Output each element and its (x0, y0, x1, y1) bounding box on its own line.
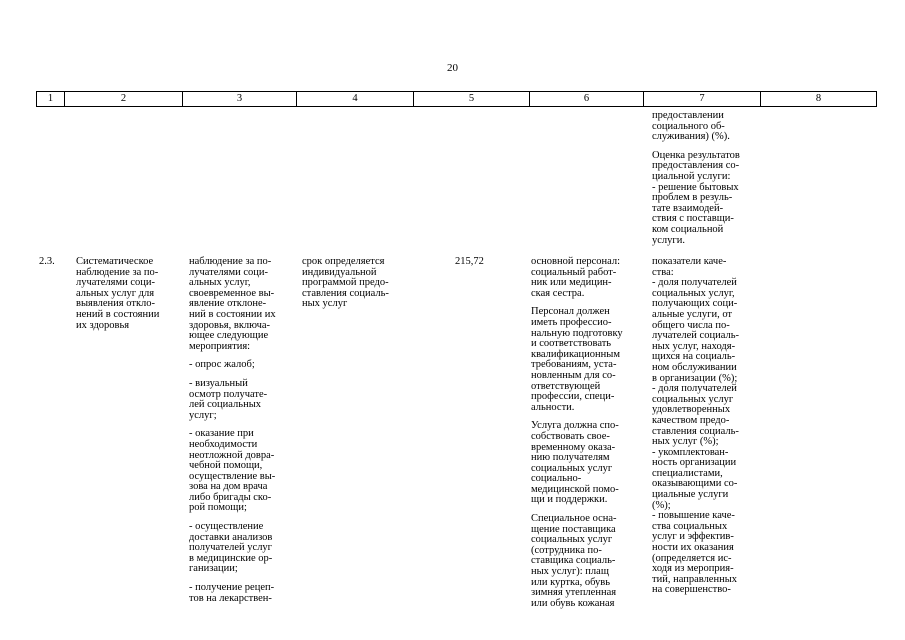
text-line: - повышение каче- (652, 510, 735, 522)
text-line: Персонал должен (531, 306, 610, 318)
row-number: 2.3. (39, 256, 55, 267)
cell-paragraph (189, 429, 276, 514)
text-line: необходимости (189, 438, 258, 450)
text-line: ответствующей (531, 380, 601, 392)
text-line: ности их оказания (652, 542, 734, 554)
text-line: программой предо- (302, 277, 389, 289)
page-number: 20 (447, 62, 458, 74)
text-line: удовлетворенных (652, 404, 731, 416)
text-line: Специальное осна- (531, 513, 617, 525)
text-line: специалистами, (652, 467, 723, 479)
text-line: здоровья, включа- (189, 319, 271, 331)
text-line: Услуга должна спо- (531, 420, 619, 432)
text-line: их здоровья (76, 319, 130, 331)
text-line: индивидуальной (302, 266, 377, 278)
text-line: тов на лекарствен- (189, 592, 272, 604)
text-line: альные услуги, от (652, 308, 733, 320)
cell-paragraph (652, 111, 740, 143)
text-line: лей социальных (189, 399, 261, 411)
text-line: альных услуг для (76, 287, 155, 299)
text-line: - доля получателей (652, 277, 737, 289)
text-line: щение поставщика (531, 523, 616, 535)
text-line: социальных услуг (652, 393, 734, 405)
column-number: 6 (530, 92, 644, 107)
text-line: либо бригады ско- (189, 491, 272, 503)
cell-paragraph (531, 307, 623, 413)
cell-paragraph (531, 514, 623, 609)
text-line: - доля получателей (652, 383, 737, 395)
text-line: оказывающими со- (652, 478, 738, 490)
text-line: тате взаимодей- (652, 202, 724, 214)
cell-paragraph (531, 257, 623, 299)
text-line: - опрос жалоб; (189, 359, 255, 371)
text-line: или обувь кожаная (531, 597, 615, 609)
text-line: тий, направленных (652, 573, 738, 585)
column-number: 7 (644, 92, 761, 107)
text-line: на совершенство- (652, 584, 731, 596)
text-line: ская сестра. (531, 287, 585, 299)
text-line: социальных услуг, (652, 287, 735, 299)
text-line: своевременное вы- (189, 287, 275, 299)
text-line: ствия с поставщи- (652, 213, 734, 225)
text-line: - оказание при (189, 428, 254, 440)
text-line: Систематическое (76, 256, 154, 267)
text-line: зимняя утепленная (531, 587, 617, 599)
text-line: ность организации (652, 457, 737, 469)
column-number: 5 (414, 92, 530, 107)
text-line: выявления откло- (76, 298, 156, 310)
text-line: срок определяется (302, 256, 385, 267)
text-line: получателей услуг (189, 542, 272, 554)
text-line: циальной услуги: (652, 170, 731, 182)
cell-paragraph (531, 421, 623, 506)
text-line: лучателями соци- (76, 277, 156, 289)
text-line: ставщика социаль- (531, 555, 616, 567)
text-line: временному оказа- (531, 441, 616, 453)
text-line: собствовать свое- (531, 430, 610, 442)
text-line: социального об- (652, 120, 725, 132)
text-line: нений в состоянии (76, 308, 160, 320)
text-line: осуществление вы- (189, 470, 276, 482)
text-line: рой помощи; (189, 502, 247, 514)
text-line: качеством предо- (652, 414, 730, 426)
text-line: Оценка результатов (652, 149, 740, 161)
text-line: альных услуг, (189, 277, 251, 289)
text-line: в организации (%); (652, 372, 738, 384)
text-line: ний в состоянии их (189, 308, 276, 320)
text-line: нальную подготовку (531, 327, 623, 339)
text-line: (сотрудника по- (531, 544, 602, 556)
cell-paragraph (189, 379, 276, 421)
text-line: щи и поддержки. (531, 494, 608, 506)
column-number-row (37, 92, 877, 107)
text-line: иметь профессио- (531, 316, 612, 328)
service-term-cell (302, 257, 389, 310)
text-line: щихся на социаль- (652, 351, 736, 363)
text-line: социальных услуг (531, 534, 613, 546)
text-line: квалификационным (531, 348, 620, 360)
text-line: требованиям, уста- (531, 359, 617, 371)
text-line: - осуществление (189, 521, 264, 533)
text-line: служивания) (%). (652, 131, 730, 143)
text-line: ства: (652, 266, 674, 278)
text-line: ком социальной (652, 223, 724, 235)
text-line: - визуальный (189, 377, 248, 389)
text-line: ник или медицин- (531, 277, 612, 289)
cell-paragraph (189, 583, 276, 604)
column-number: 2 (65, 92, 183, 107)
text-line: услуги. (652, 234, 685, 246)
quality-indicators-cell (652, 257, 739, 596)
text-line: - решение бытовых (652, 181, 739, 193)
text-line: наблюдение за по- (189, 256, 272, 267)
cell-paragraph (652, 257, 739, 596)
text-line: предоставления со- (652, 160, 740, 172)
text-line: общего числа по- (652, 319, 730, 331)
text-line: ющее следующие (189, 330, 269, 342)
text-line: лучателями соци- (189, 266, 269, 278)
text-line: ходя из мероприя- (652, 563, 734, 575)
cell-paragraph (189, 257, 276, 352)
text-line: циальные услуги (652, 489, 729, 501)
text-line: социально- (531, 473, 582, 485)
service-name-cell (76, 257, 159, 331)
text-line: (%); (652, 499, 671, 511)
text-line: услуг и эффектив- (652, 531, 734, 543)
text-line: социальных услуг (531, 462, 613, 474)
text-line: доставки анализов (189, 531, 273, 543)
text-line: медицинской помо- (531, 483, 619, 495)
text-line: социальный работ- (531, 266, 617, 278)
text-line: ставления социаль- (302, 287, 389, 299)
cell-paragraph (302, 257, 389, 310)
text-line: проблем в резуль- (652, 192, 733, 204)
column-header-table (36, 91, 877, 107)
text-line: ставления социаль- (652, 425, 739, 437)
text-line: наблюдение за по- (76, 266, 159, 278)
text-line: чебной помощи, (189, 460, 263, 472)
text-line: ном обслуживании (652, 361, 737, 373)
text-line: предоставлении (652, 110, 724, 121)
text-line: ных услуг (%); (652, 436, 719, 448)
text-line: (определяется ис- (652, 552, 732, 564)
text-line: осмотр получате- (189, 388, 268, 400)
text-line: ных услуг): плащ (531, 566, 609, 578)
text-line: неотложной довра- (189, 449, 275, 461)
continued-evaluation-cell (652, 111, 740, 246)
text-line: в медицинские ор- (189, 552, 273, 564)
cell-paragraph (76, 257, 159, 331)
cell-paragraph (189, 522, 276, 575)
cell-paragraph (652, 151, 740, 246)
text-line: лучателей социаль- (652, 330, 739, 342)
text-line: ганизации; (189, 563, 238, 575)
tariff-value: 215,72 (455, 256, 484, 267)
text-line: явление отклоне- (189, 298, 267, 310)
cell-paragraph (189, 360, 276, 371)
text-line: профессии, специ- (531, 391, 615, 403)
column-number: 3 (183, 92, 297, 107)
text-line: и соответствовать (531, 338, 612, 350)
service-conditions-cell (531, 257, 623, 609)
column-number: 4 (297, 92, 414, 107)
column-number: 1 (37, 92, 65, 107)
text-line: нию получателям (531, 452, 610, 464)
text-line: мероприятия: (189, 340, 251, 352)
text-line: новленным для со- (531, 369, 616, 381)
text-line: - укомплектован- (652, 446, 729, 458)
text-line: ных услуг, находя- (652, 340, 736, 352)
text-line: зова на дом врача (189, 481, 268, 493)
text-line: основной персонал: (531, 256, 621, 267)
text-line: - получение рецеп- (189, 582, 275, 594)
text-line: или куртка, обувь (531, 576, 611, 588)
text-line: показатели каче- (652, 256, 727, 267)
text-line: услуг; (189, 409, 217, 421)
column-number: 8 (761, 92, 877, 107)
text-line: альности. (531, 401, 575, 413)
service-description-cell (189, 257, 276, 604)
text-line: ства социальных (652, 520, 728, 532)
text-line: получающих соци- (652, 298, 738, 310)
text-line: ных услуг (302, 298, 348, 310)
